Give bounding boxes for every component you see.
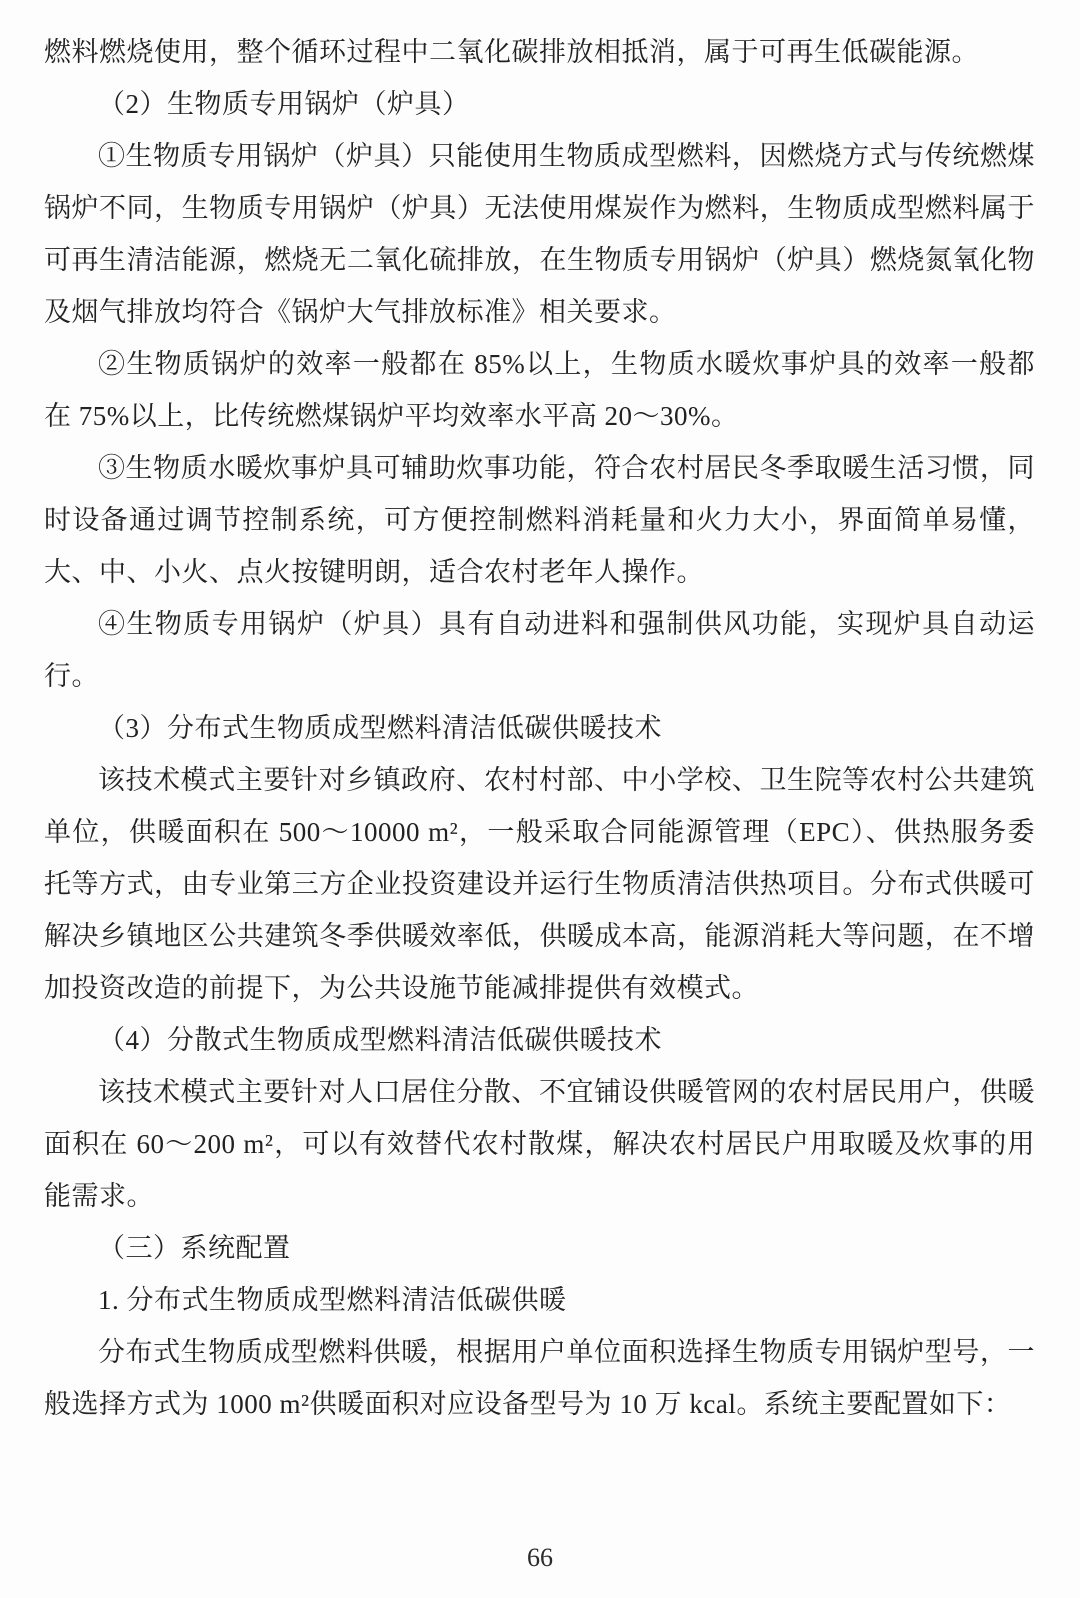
paragraph: （3）分布式生物质成型燃料清洁低碳供暖技术 <box>98 713 662 743</box>
paragraph: 该技术模式主要针对乡镇政府、农村村部、中小学校、卫生院等农村公共建筑单位，供暖面积在 500～10000 m²，一般采取合同能源管理（EPC）、供热服务委托等方式，由专业第三方企业投资建设并运行生物质清洁供热项目。分布式供暖可解决乡镇地区公共建筑冬季供暖效率低，供暖成本高，能源消耗大等问题，在不增加投资改造的前提下，为公共设施节能减排提供有效模式。 <box>44 765 1035 1003</box>
paragraph: 分布式生物质成型燃料供暖，根据用户单位面积选择生物质专用锅炉型号，一般选择方式为 1000 m²供暖面积对应设备型号为 10 万 kcal。系统主要配置如下： <box>44 1337 1035 1419</box>
paragraph: 燃料燃烧使用，整个循环过程中二氧化碳排放相抵消，属于可再生低碳能源。 <box>44 37 979 67</box>
page-number: 66 <box>527 1543 553 1572</box>
paragraph: ②生物质锅炉的效率一般都在 85%以上，生物质水暖炊事炉具的效率一般都在 75%以上，比传统燃煤锅炉平均效率水平高 20～30%。 <box>44 349 1035 431</box>
document-body <box>44 26 1035 1430</box>
paragraph: （2）生物质专用锅炉（炉具） <box>98 89 470 119</box>
page-footer <box>0 1538 1080 1578</box>
paragraph: 1. 分布式生物质成型燃料清洁低碳供暖 <box>98 1285 567 1315</box>
paragraph: （三）系统配置 <box>98 1233 291 1263</box>
paragraph: 该技术模式主要针对人口居住分散、不宜铺设供暖管网的农村居民用户，供暖面积在 60～200 m²，可以有效替代农村散煤，解决农村居民户用取暖及炊事的用能需求。 <box>44 1077 1035 1211</box>
paragraph: （4）分散式生物质成型燃料清洁低碳供暖技术 <box>98 1025 662 1055</box>
paragraph: ①生物质专用锅炉（炉具）只能使用生物质成型燃料，因燃烧方式与传统燃煤锅炉不同，生物质专用锅炉（炉具）无法使用煤炭作为燃料，生物质成型燃料属于可再生清洁能源，燃烧无二氧化硫排放，在生物质专用锅炉（炉具）燃烧氮氧化物及烟气排放均符合《锅炉大气排放标准》相关要求。 <box>44 141 1035 327</box>
paragraph: ③生物质水暖炊事炉具可辅助炊事功能，符合农村居民冬季取暖生活习惯，同时设备通过调节控制系统，可方便控制燃料消耗量和火力大小，界面简单易懂，大、中、小火、点火按键明朗，适合农村老年人操作。 <box>44 453 1035 587</box>
paragraph: ④生物质专用锅炉（炉具）具有自动进料和强制供风功能，实现炉具自动运行。 <box>44 609 1035 691</box>
